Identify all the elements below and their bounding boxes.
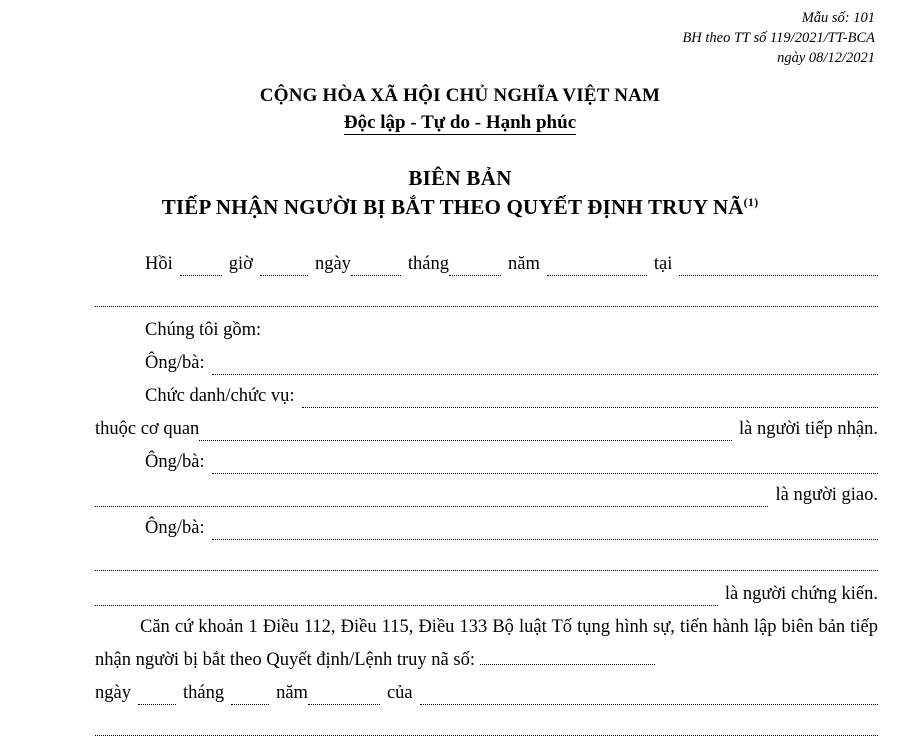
field-receiver-agency[interactable] [199,426,732,441]
legal-basis-text: Căn cứ khoản 1 Điều 112, Điều 115, Điều 133 Bộ luật Tố tụng hình sự, tiến hành lập biên bản tiếp nhận người bị bắt theo Quyết định/Lệnh truy nã số: [95,617,878,670]
label-tai: tại [653,254,673,274]
field-warrant-issuer[interactable] [420,690,878,705]
field-place-continuation[interactable] [95,281,878,314]
field-warrant-issuer-continuation[interactable] [95,710,878,743]
label-witness-person: Ông/bà: [145,518,205,538]
label-hoi: Hồi [145,254,173,274]
participants-intro-line [95,314,878,347]
field-receiver-name[interactable] [212,360,878,375]
field-warrant-year[interactable] [308,690,380,705]
legal-basis-paragraph [95,611,878,677]
label-warrant-thang: tháng [182,683,225,703]
field-warrant-day[interactable] [138,690,176,705]
document-subtitle [0,193,920,221]
field-witness-name[interactable] [212,525,878,540]
footnote-marker: (1) [743,195,759,209]
field-year[interactable] [547,261,647,276]
witness-detail-line [95,578,878,611]
document-subtitle-text: TIẾP NHẬN NGƯỜI BỊ BẮT THEO QUYẾT ĐỊNH TRUY NÃ [161,195,744,219]
form-issuing-circular: BH theo TT số 119/2021/TT-BCA [682,30,875,46]
field-witness-detail[interactable] [95,591,718,606]
datetime-place-line [95,248,878,281]
label-receiver-person: Ông/bà: [145,353,205,373]
national-heading [0,84,920,136]
label-warrant-nam: năm [276,683,308,703]
national-motto [0,110,920,136]
label-warrant-issuer: của [386,683,413,703]
deliverer-name-line [95,446,878,479]
deliverer-detail-line [95,479,878,512]
field-receiver-position[interactable] [302,393,878,408]
label-ngay: ngày [314,254,351,274]
field-day[interactable] [351,261,401,276]
participants-intro: Chúng tôi gồm: [145,320,262,340]
label-nam: năm [508,254,540,274]
field-warrant-number[interactable] [480,652,655,665]
country-name: CỘNG HÒA XÃ HỘI CHỦ NGHĨA VIỆT NAM [259,85,661,106]
form-issue-date: ngày 08/12/2021 [777,50,875,66]
receiver-name-line [95,347,878,380]
form-body [95,248,878,743]
national-motto-text: Độc lập - Tự do - Hạnh phúc [343,112,577,133]
field-deliverer-detail[interactable] [95,492,768,507]
witness-name-line [95,512,878,545]
field-hour[interactable] [180,261,222,276]
deliverer-role-suffix: là người giao. [775,485,878,505]
receiver-position-line [95,380,878,413]
field-deliverer-name[interactable] [212,459,878,474]
page-title: BIÊN BẢN [408,166,512,190]
warrant-date-line [95,677,878,710]
field-minute[interactable] [260,261,308,276]
field-warrant-month[interactable] [231,690,269,705]
receiver-agency-line [95,413,878,446]
label-receiver-agency: thuộc cơ quan [95,419,200,439]
receiver-role-suffix: là người tiếp nhận. [738,419,878,439]
label-gio: giờ [228,254,253,274]
form-code: Mẫu số: 101 [801,10,875,26]
field-month[interactable] [449,261,501,276]
label-receiver-position: Chức danh/chức vụ: [145,386,295,406]
label-thang: tháng [407,254,450,274]
field-witness-detail-continuation[interactable] [95,545,878,578]
form-meta-block [682,8,875,68]
label-warrant-ngay: ngày [95,683,131,703]
witness-role-suffix: là người chứng kiến. [724,584,878,604]
field-place[interactable] [679,261,878,276]
document-title-block [0,165,920,221]
label-deliverer-person: Ông/bà: [145,452,205,472]
